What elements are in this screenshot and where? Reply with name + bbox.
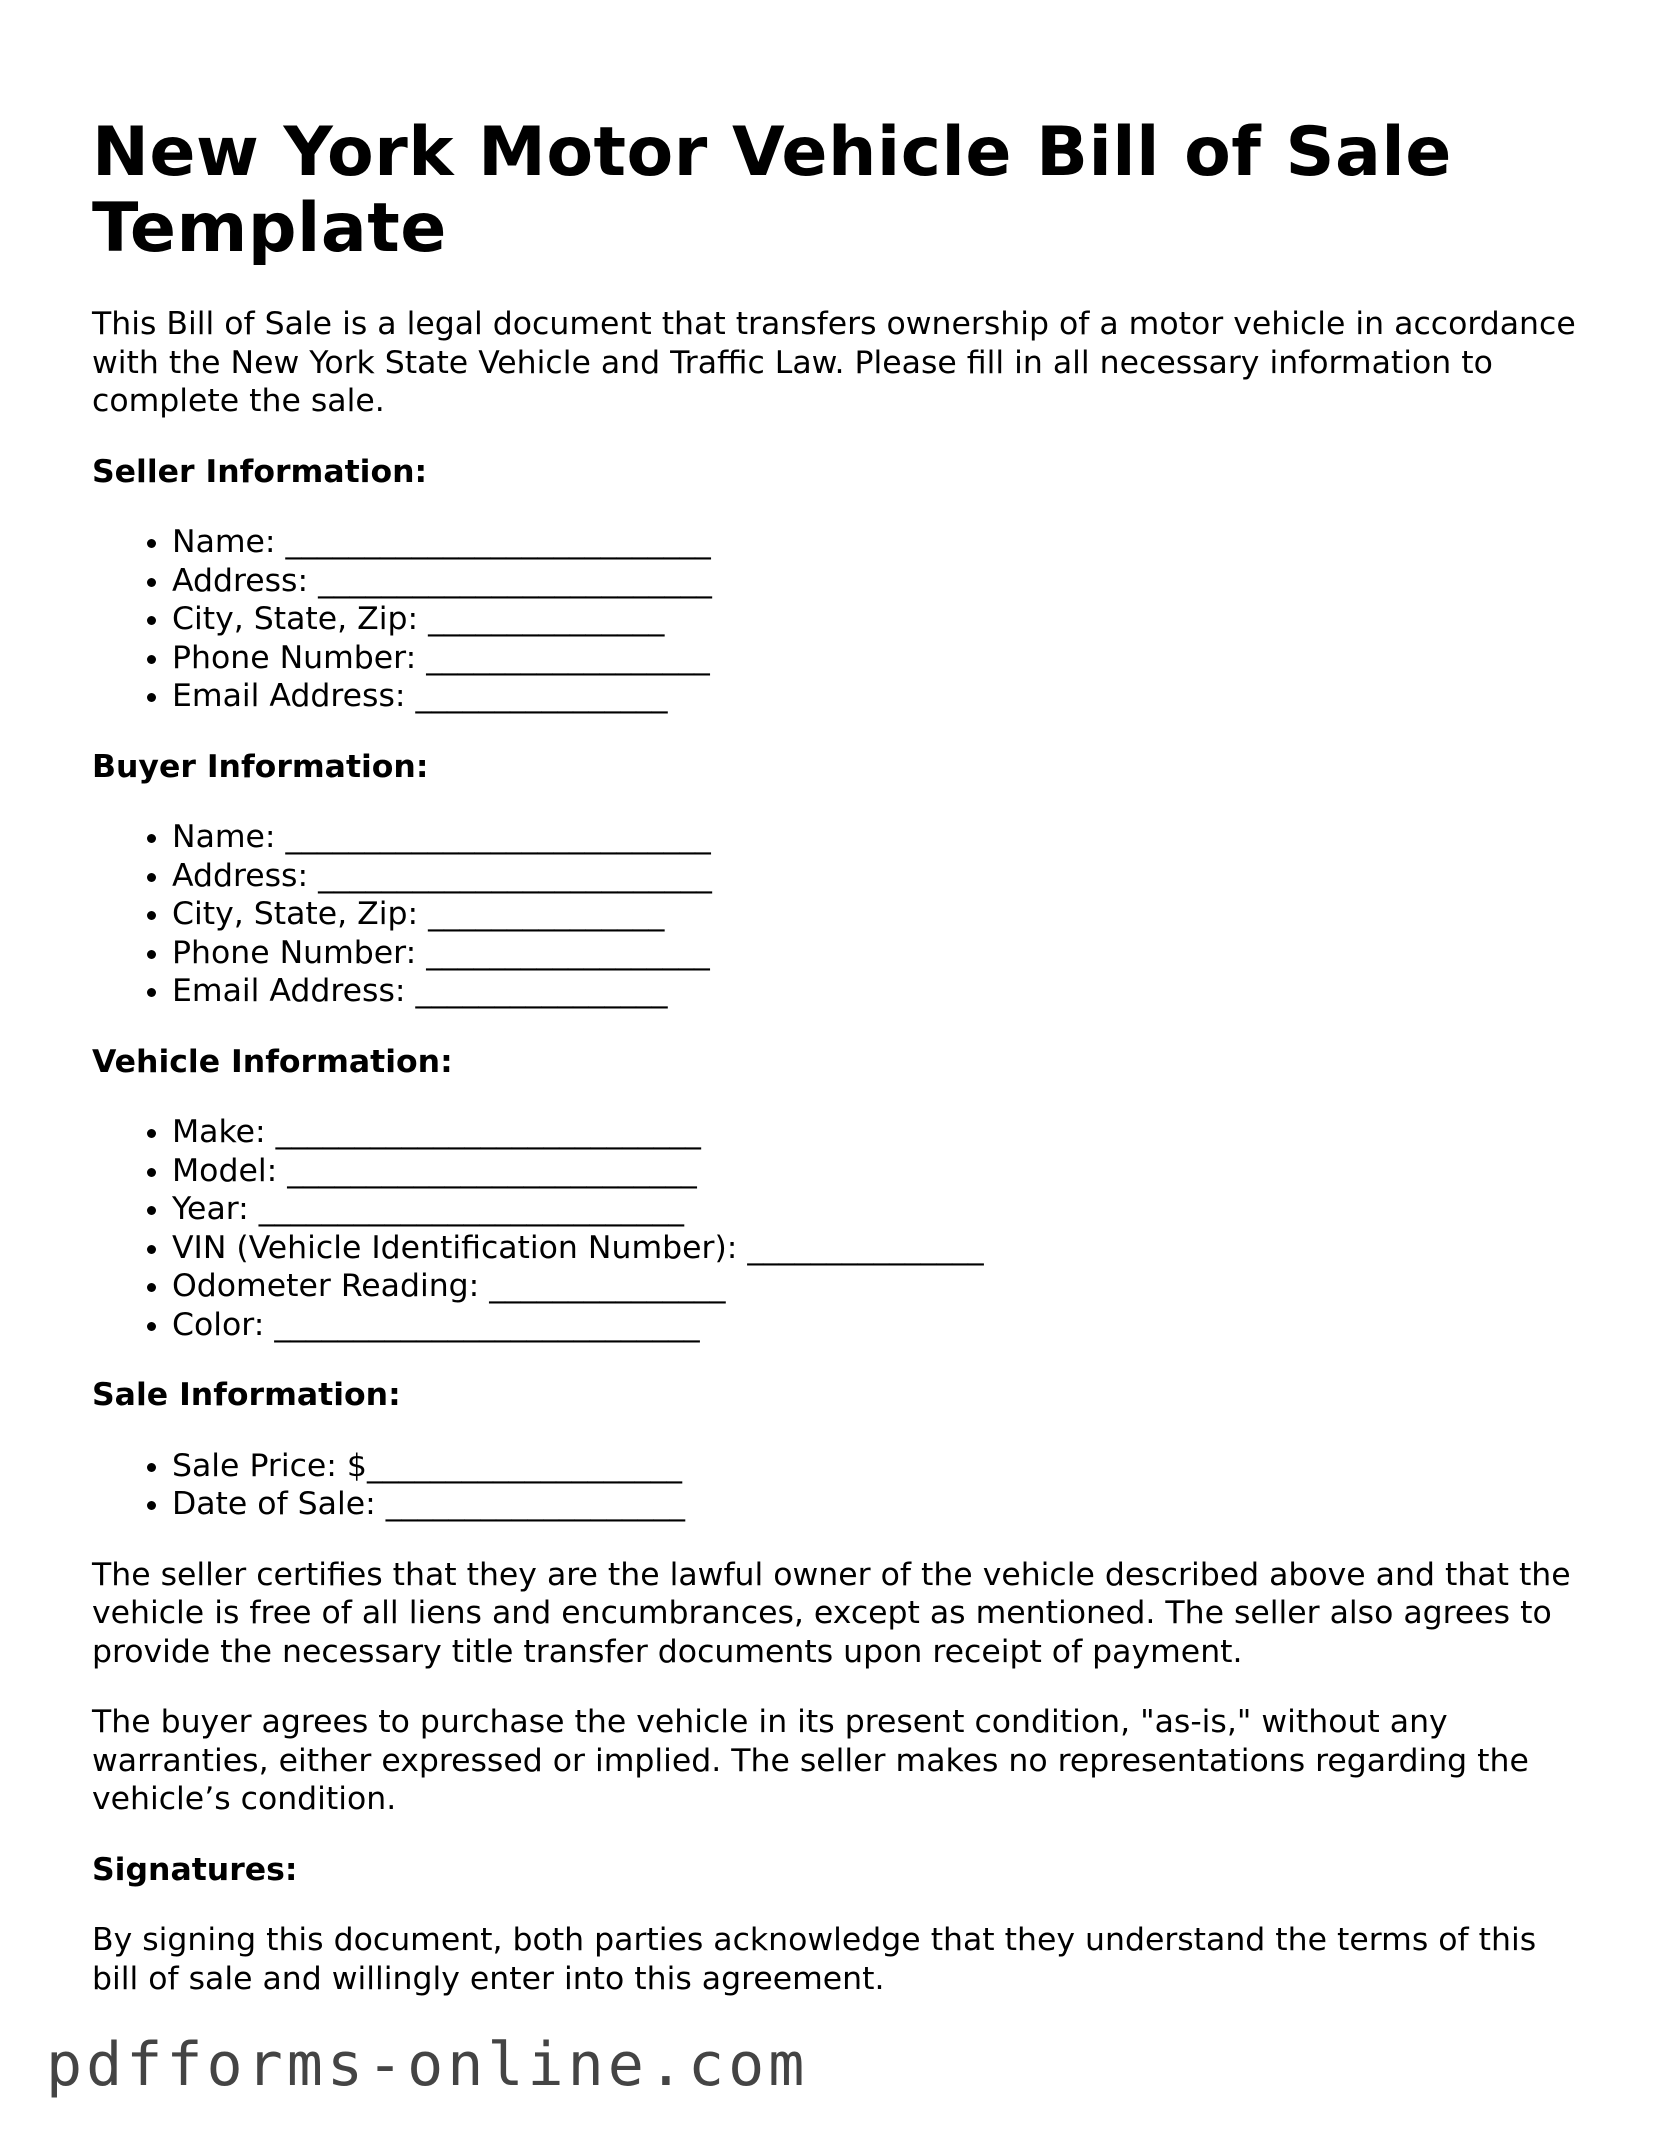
vehicle-fields-list: [92, 1113, 1592, 1344]
seller-phone-field: • Phone Number: __________________: [172, 639, 1592, 678]
buyer-phone-field: • Phone Number: __________________: [172, 934, 1592, 973]
vehicle-make-field: • Make: ___________________________: [172, 1113, 1592, 1152]
buyer-agreement-paragraph: The buyer agrees to purchase the vehicle in its present condition, "as-is," without any warranties, either expressed or implied. The seller makes no representations regarding the vehicle’s condition.: [92, 1704, 1529, 1817]
intro-paragraph: This Bill of Sale is a legal document that transfers ownership of a motor vehicle in accordance with the New York State Vehicle and Traffic Law. Please fill in all necessary information to complete the sale.: [92, 306, 1576, 419]
buyer-section-heading: Buyer Information:: [92, 748, 429, 785]
seller-city-state-zip-field: • City, State, Zip: _______________: [172, 600, 1592, 639]
document-page: [92, 0, 1592, 1998]
vehicle-section-heading: Vehicle Information:: [92, 1043, 453, 1080]
vehicle-year-field: • Year: ___________________________: [172, 1190, 1592, 1229]
buyer-address-field: • Address: _________________________: [172, 857, 1592, 896]
site-watermark: pdfforms-online.com: [46, 2030, 809, 2100]
buyer-city-state-zip-field: • City, State, Zip: _______________: [172, 895, 1592, 934]
vehicle-model-field: • Model: __________________________: [172, 1152, 1592, 1191]
sale-fields-list: [92, 1447, 1592, 1524]
document-title: New York Motor Vehicle Bill of Sale Template: [92, 113, 1452, 268]
sale-date-field: • Date of Sale: ___________________: [172, 1485, 1592, 1524]
vehicle-odometer-field: • Odometer Reading: _______________: [172, 1267, 1592, 1306]
seller-certification-paragraph: The seller certifies that they are the lawful owner of the vehicle described above and that the vehicle is free of all liens and encumbrances, except as mentioned. The seller also agrees to provide the necessary title transfer documents upon receipt of payment.: [92, 1556, 1571, 1670]
buyer-fields-list: [92, 818, 1592, 1011]
buyer-name-field: • Name: ___________________________: [172, 818, 1592, 857]
buyer-email-field: • Email Address: ________________: [172, 972, 1592, 1011]
seller-section-heading: Seller Information:: [92, 453, 428, 490]
sale-price-field: • Sale Price: $____________________: [172, 1447, 1592, 1486]
vehicle-color-field: • Color: ___________________________: [172, 1306, 1592, 1345]
seller-email-field: • Email Address: ________________: [172, 677, 1592, 716]
vehicle-vin-field: • VIN (Vehicle Identification Number): _______________: [172, 1229, 1592, 1268]
seller-fields-list: [92, 523, 1592, 716]
signatures-section-heading: Signatures:: [92, 1851, 298, 1888]
seller-name-field: • Name: ___________________________: [172, 523, 1592, 562]
sale-section-heading: Sale Information:: [92, 1377, 401, 1413]
seller-address-field: • Address: _________________________: [172, 562, 1592, 601]
signatures-paragraph: By signing this document, both parties acknowledge that they understand the terms of this bill of sale and willingly enter into this agreement.: [92, 1922, 1537, 1997]
